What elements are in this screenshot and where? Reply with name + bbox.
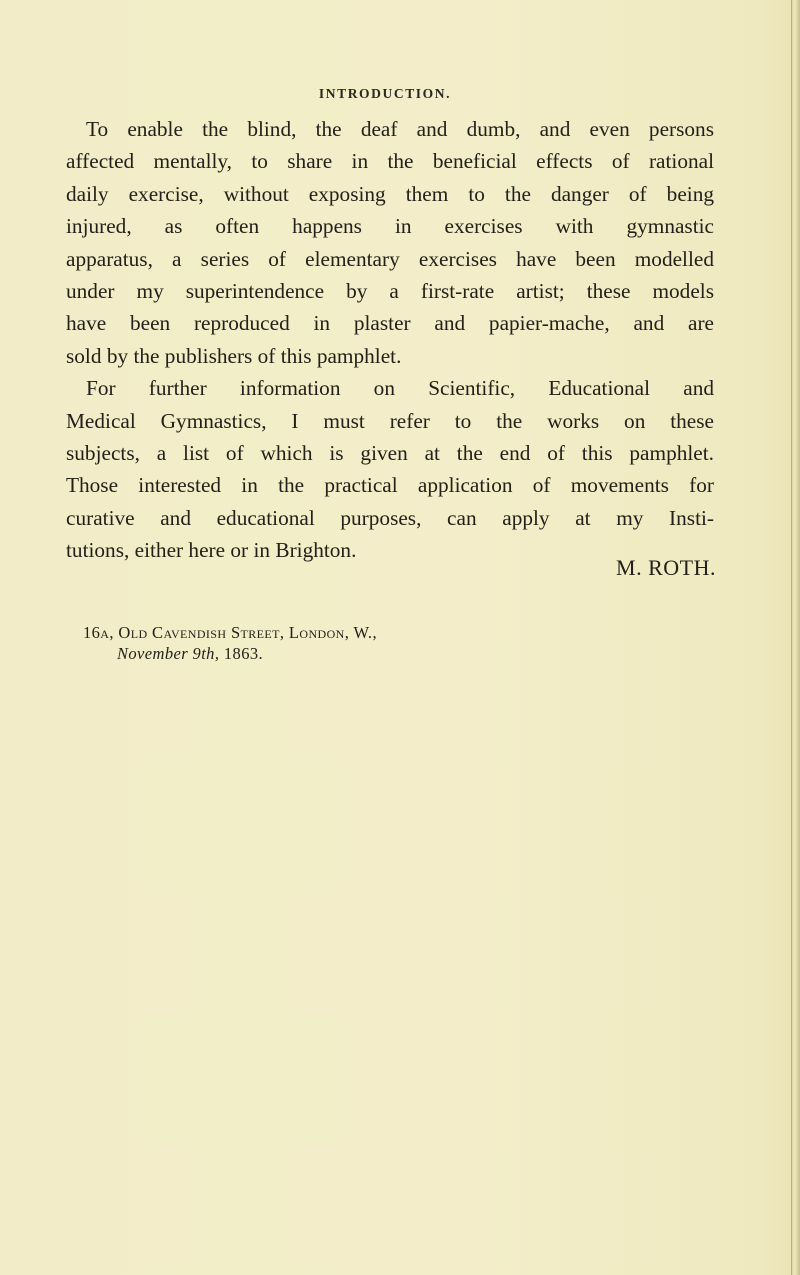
- body-text: [66, 113, 714, 567]
- paragraph-1-line: injured, as often happens in exercises with gymnastic: [66, 214, 714, 239]
- paragraph-1-line: daily exercise, without exposing them to the danger of being: [66, 181, 714, 206]
- author-signature: M. ROTH.: [616, 555, 716, 580]
- paragraph-1-line: apparatus, a series of elementary exercises have been modelled: [66, 246, 714, 271]
- paragraph-1-line: To enable the blind, the deaf and dumb, and even persons: [86, 117, 714, 141]
- paragraph-1-line: have been reproduced in plaster and papier-mache, and are: [66, 311, 714, 336]
- paragraph-2-line: tutions, either here or in Brighton.: [66, 538, 357, 563]
- address-block: [83, 622, 377, 664]
- paragraph-2-line: Medical Gymnastics, I must refer to the works on these: [66, 408, 714, 433]
- paragraph-2-line: For further information on Scientific, Educational and: [86, 376, 714, 401]
- paragraph-1-line: under my superintendence by a first-rate artist; these models: [66, 279, 714, 304]
- address-line: 16a, Old Cavendish Street, London, W.,: [83, 623, 377, 642]
- page-edge-shadow: [791, 0, 800, 1275]
- paragraph-2-line: curative and educational purposes, can apply at my Insti-: [66, 505, 714, 530]
- paragraph-2-line: subjects, a list of which is given at the end of this pamphlet.: [66, 441, 714, 466]
- page-edge-line: [791, 0, 792, 1275]
- date-month: November 9th,: [117, 644, 220, 663]
- running-head: INTRODUCTION.: [318, 86, 452, 101]
- date-year: 1863.: [223, 644, 264, 663]
- paragraph-2-line: Those interested in the practical application of movements for: [66, 473, 714, 498]
- paragraph-1-line: sold by the publishers of this pamphlet.: [66, 343, 402, 368]
- date-line: [83, 643, 377, 664]
- paragraph-1-line: affected mentally, to share in the beneficial effects of rational: [66, 149, 714, 174]
